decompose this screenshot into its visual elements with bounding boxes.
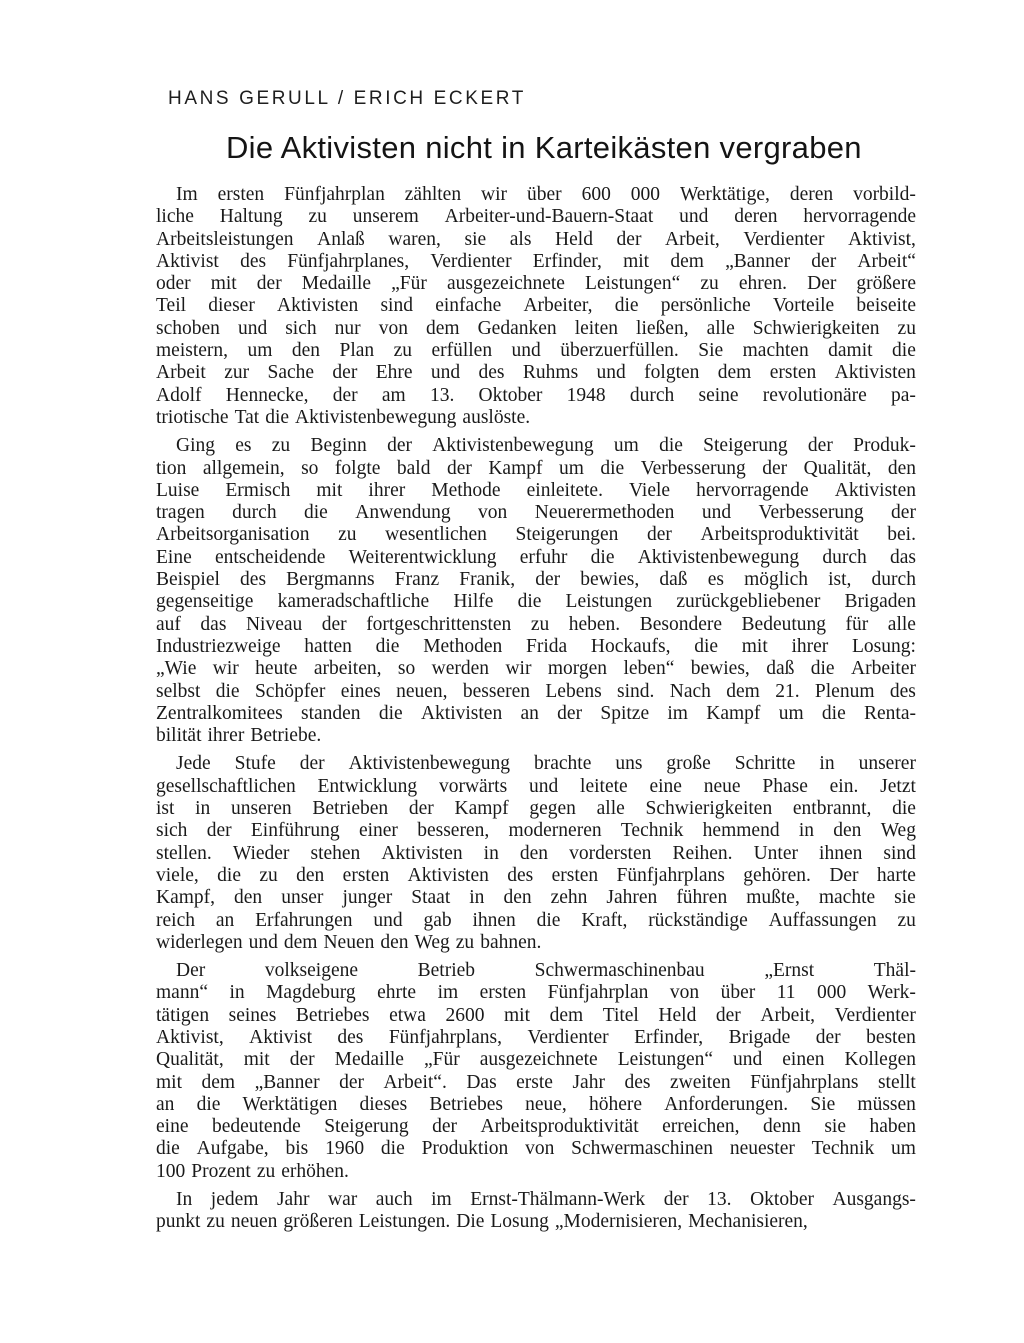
paragraph [156,435,916,747]
text-line: reich an Erfahrungen und gab ihnen die Kraft, rückständige Auffassungen zu [156,909,916,931]
text-line: schoben und sich nur von dem Gedanken leiten ließen, alle Schwierigkeiten zu [156,317,916,339]
text-line: Ging es zu Beginn der Aktivistenbewegung um die Steigerung der Produk- [176,435,916,457]
text-line: stellen. Wieder stehen Aktivisten in den vordersten Reihen. Unter ihnen sind [156,842,916,864]
text-line: Industriezweige hatten die Methoden Frida Hockaufs, die mit ihrer Losung: [156,635,916,657]
text-line: Eine entscheidende Weiterentwicklung erfuhr die Aktivistenbewegung durch das [156,546,916,568]
text-line: Teil dieser Aktivisten sind einfache Arbeiter, die persönliche Vorteile beiseite [156,295,916,317]
text-line: 100 Prozent zu erhöhen. [156,1160,349,1182]
text-line: „Wie wir heute arbeiten, so werden wir morgen leben“ bewies, daß die Arbeiter [156,658,916,680]
text-line: mit dem „Banner der Arbeit“. Das erste Jahr des zweiten Fünfjahrplans stellt [156,1071,916,1093]
text-line: meistern, um den Plan zu erfüllen und überzuerfüllen. Sie machten damit die [156,340,916,362]
text-line: viele, die zu den ersten Aktivisten des ersten Fünfjahrplans gehören. Der harte [156,864,916,886]
text-line: auf das Niveau der fortgeschrittensten zu heben. Besondere Bedeutung für alle [156,613,916,635]
text-line: ist in unseren Betrieben der Kampf gegen alle Schwierigkeiten entbrannt, die [156,798,916,820]
article-title: Die Aktivisten nicht in Karteikästen vergraben [226,130,862,165]
text-line: triotische Tat die Aktivistenbewegung auslöste. [156,406,531,428]
text-line: liche Haltung zu unserem Arbeiter-und-Bauern-Staat und deren hervorragende [156,206,916,228]
text-line: Arbeitsorganisation zu wesentlichen Steigerungen der Arbeitsproduktivität bei. [156,524,916,546]
text-line: punkt zu neuen größeren Leistungen. Die Losung „Modernisieren, Mechanisieren, [156,1211,808,1233]
text-line: Kampf, den unser junger Staat in den zehn Jahren führen mußte, machte sie [156,887,916,909]
text-line: Aktivist, Aktivist des Fünfjahrplans, Verdienter Erfinder, Brigade der besten [156,1026,916,1048]
text-line: Qualität, mit der Medaille „Für ausgezeichnete Leistungen“ und einen Kollegen [156,1049,916,1071]
text-line: bilität ihrer Betriebe. [156,725,322,747]
text-line: In jedem Jahr war auch im Ernst-Thälmann-Werk der 13. Oktober Ausgangs- [176,1189,916,1211]
text-line: die Aufgabe, bis 1960 die Produktion von Schwermaschinen neuester Technik um [156,1138,916,1160]
text-line: selbst die Schöpfer eines neuen, besseren Lebens sind. Nach dem 21. Plenum des [156,680,916,702]
text-line: Im ersten Fünfjahrplan zählten wir über 600 000 Werktätige, deren vorbild- [176,184,916,205]
paragraph [156,753,916,954]
paragraph [156,1189,916,1234]
paragraph [156,184,916,429]
text-line: Beispiel des Bergmanns Franz Franik, der bewies, daß es möglich ist, durch [156,569,916,591]
text-line: gegenseitige kameradschaftliche Hilfe die Leistungen zurückgebliebener Brigaden [156,591,916,613]
text-line: oder mit der Medaille „Für ausgezeichnete Leistungen“ zu ehren. Der größere [156,273,916,295]
text-line: Jede Stufe der Aktivistenbewegung brachte uns große Schritte in unserer [176,753,916,775]
authors-line: HANS GERULL / ERICH ECKERT [168,88,526,109]
text-line: gesellschaftlichen Entwicklung vorwärts und leitete eine neue Phase ein. Jetzt [156,775,916,797]
text-line: sich der Einführung einer besseren, moderneren Technik hemmend in den Weg [156,820,916,842]
paragraph [156,960,916,1183]
article-body [156,184,916,1234]
text-line: mann“ in Magdeburg ehrte im ersten Fünfjahrplan von über 11 000 Werk- [156,982,916,1004]
text-line: tragen durch die Anwendung von Neuerermethoden und Verbesserung der [156,502,916,524]
text-line: Luise Ermisch mit ihrer Methode einleitete. Viele hervorragende Aktivisten [156,479,916,501]
text-line: Arbeit zur Sache der Ehre und des Ruhms und folgten dem ersten Aktivisten [156,362,916,384]
text-line: Arbeitsleistungen Anlaß waren, sie als Held der Arbeit, Verdienter Aktivist, [156,228,916,250]
text-line: an die Werktätigen dieses Betriebes neue, höhere Anforderungen. Sie müssen [156,1093,916,1115]
text-line: Der volkseigene Betrieb Schwermaschinenbau „Ernst Thäl- [176,960,916,982]
text-line: Adolf Hennecke, der am 13. Oktober 1948 durch seine revolutionäre pa- [156,384,916,406]
text-line: tion allgemein, so folgte bald der Kampf um die Verbesserung der Qualität, den [156,457,916,479]
text-line: Aktivist des Fünfjahrplanes, Verdienter Erfinder, mit dem „Banner der Arbeit“ [156,250,916,272]
text-line: widerlegen und dem Neuen den Weg zu bahnen. [156,931,542,953]
text-line: tätigen seines Betriebes etwa 2600 mit dem Titel Held der Arbeit, Verdienter [156,1004,916,1026]
text-line: Zentralkomitees standen die Aktivisten an der Spitze im Kampf um die Renta- [156,702,916,724]
text-line: eine bedeutende Steigerung der Arbeitsproduktivität erreichen, denn sie haben [156,1116,916,1138]
